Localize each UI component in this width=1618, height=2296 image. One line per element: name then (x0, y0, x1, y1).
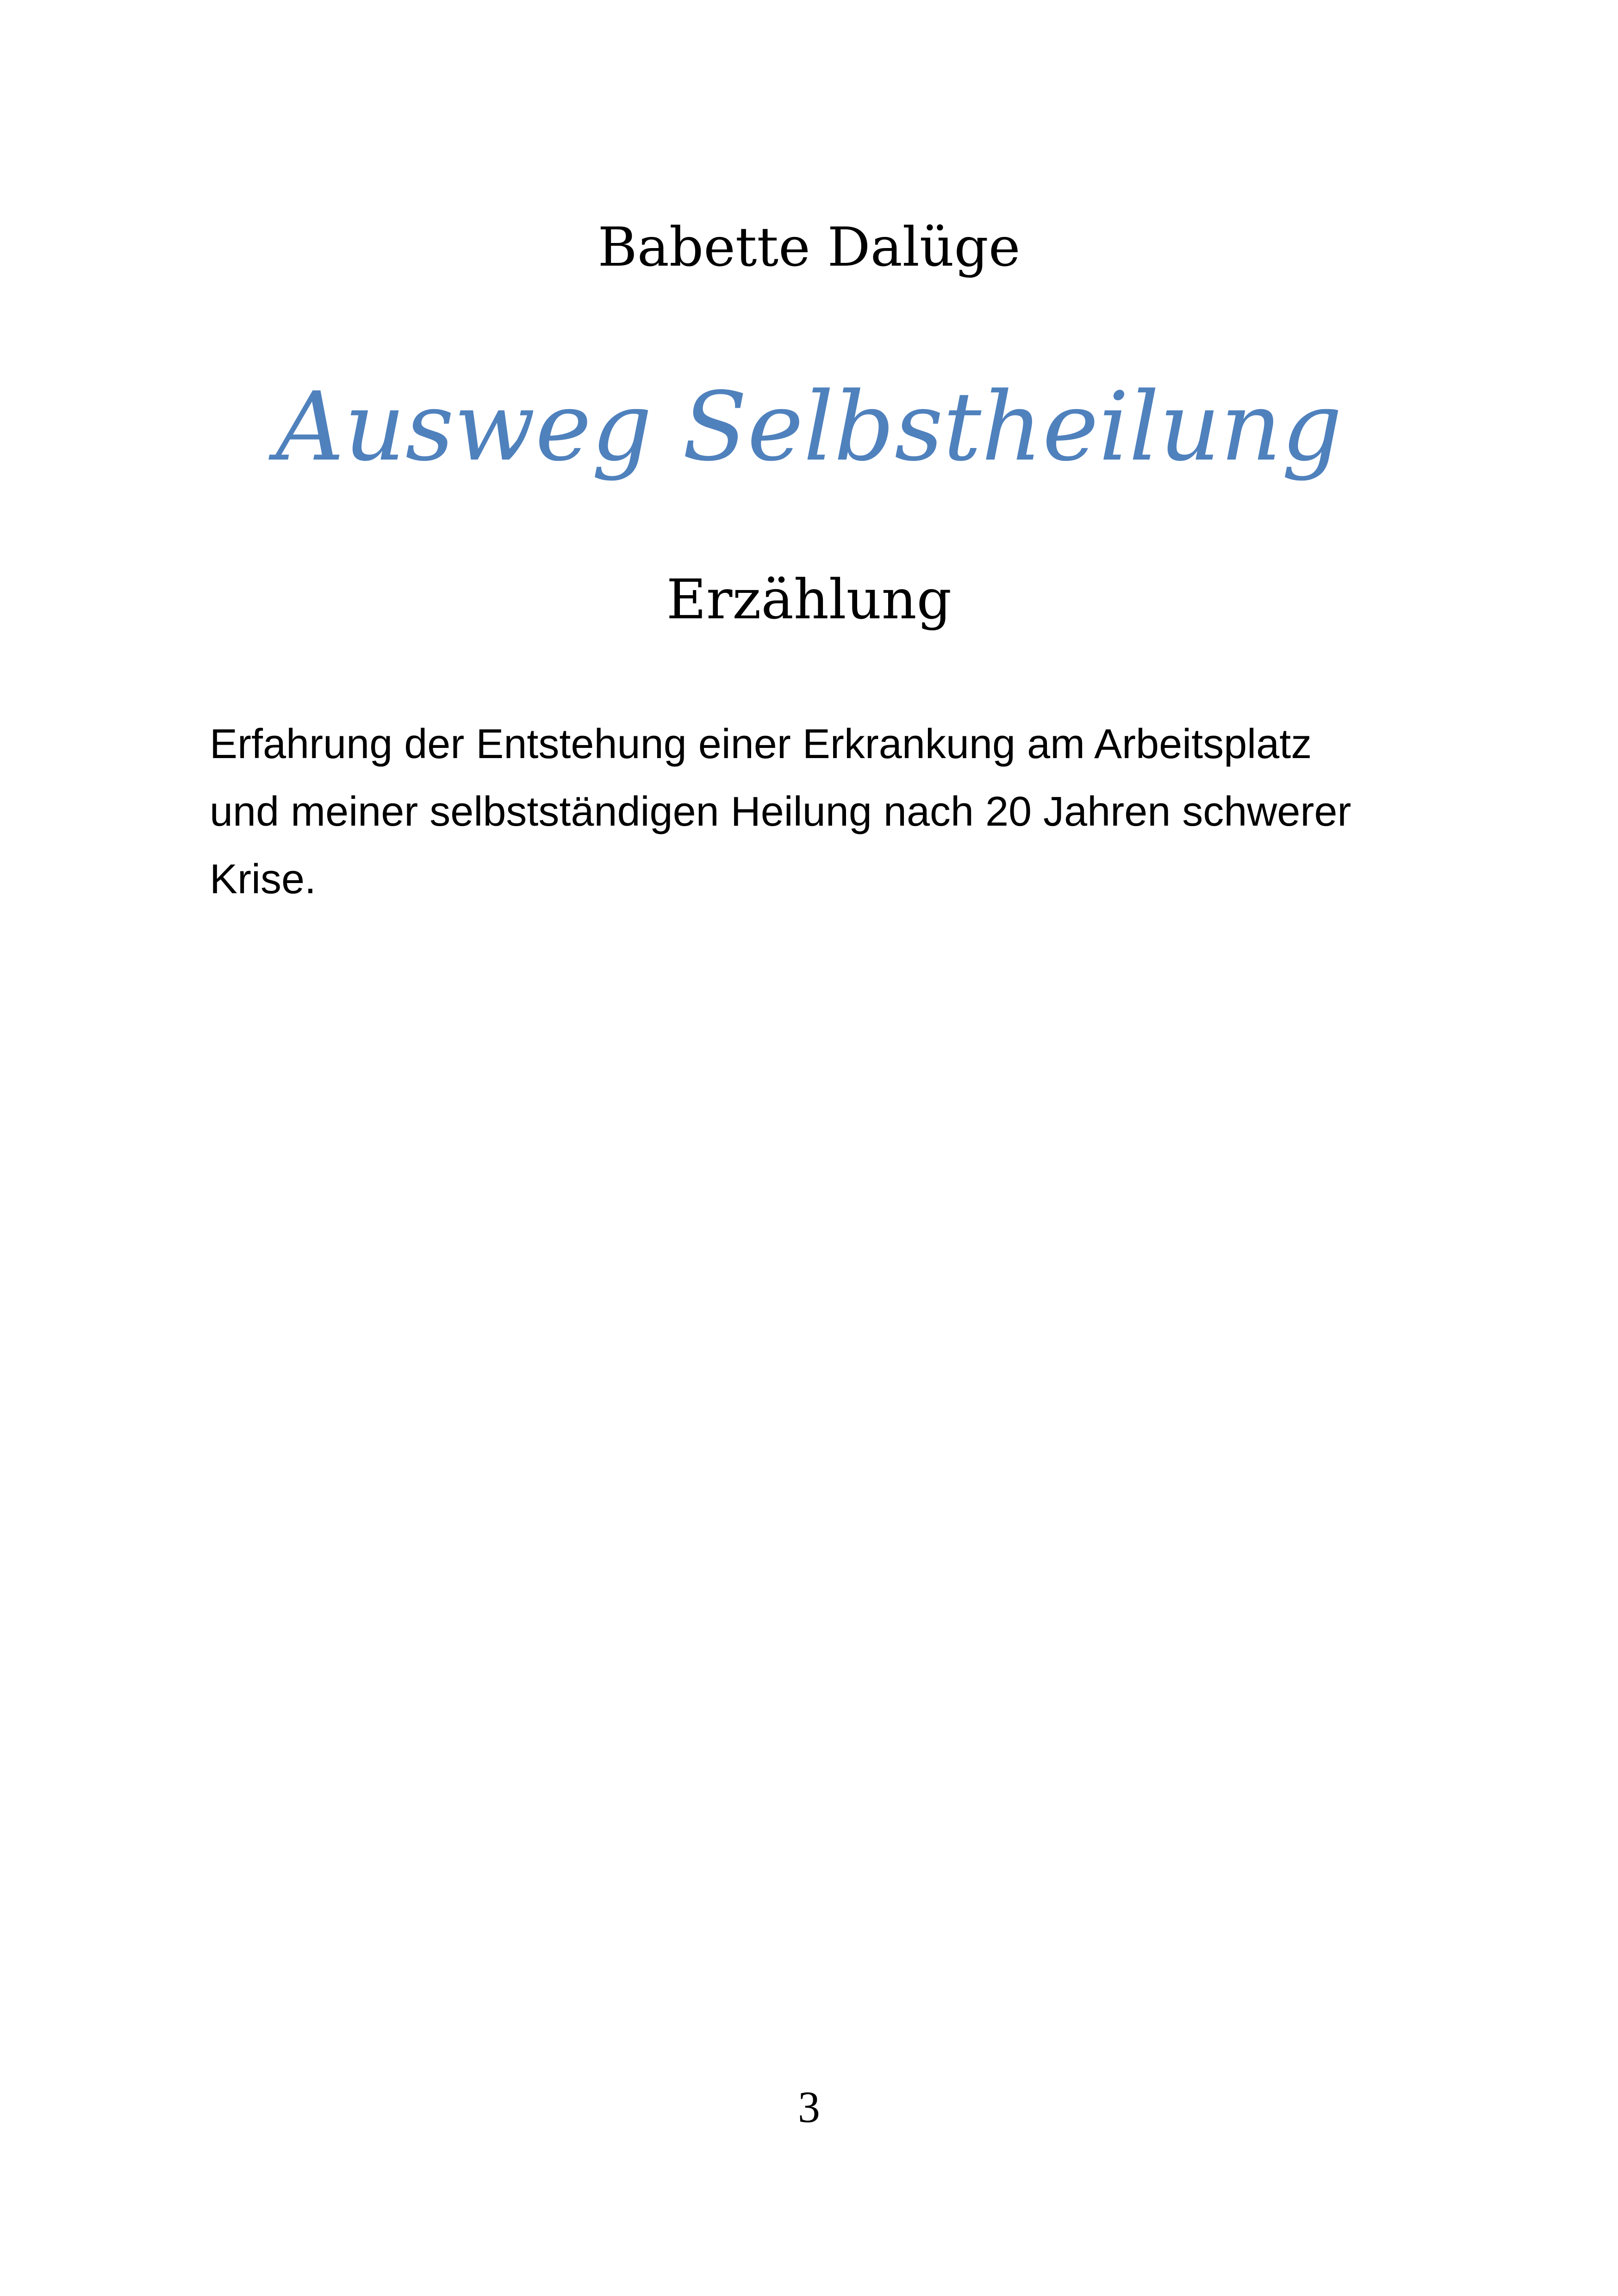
description-line: und meiner selbstständigen Heilung nach 20 Jahren schwerer (210, 789, 1351, 835)
description-paragraph (210, 710, 1413, 913)
genre-label: Erzählung (666, 567, 952, 631)
description-line: Erfahrung der Entstehung einer Erkrankung am Arbeitsplatz (210, 721, 1312, 767)
page-number: 3 (798, 2082, 820, 2132)
author-name: Babette Dalüge (597, 216, 1021, 279)
book-title: Ausweg Selbstheilung (275, 372, 1343, 482)
description-line: Krise. (210, 856, 317, 902)
